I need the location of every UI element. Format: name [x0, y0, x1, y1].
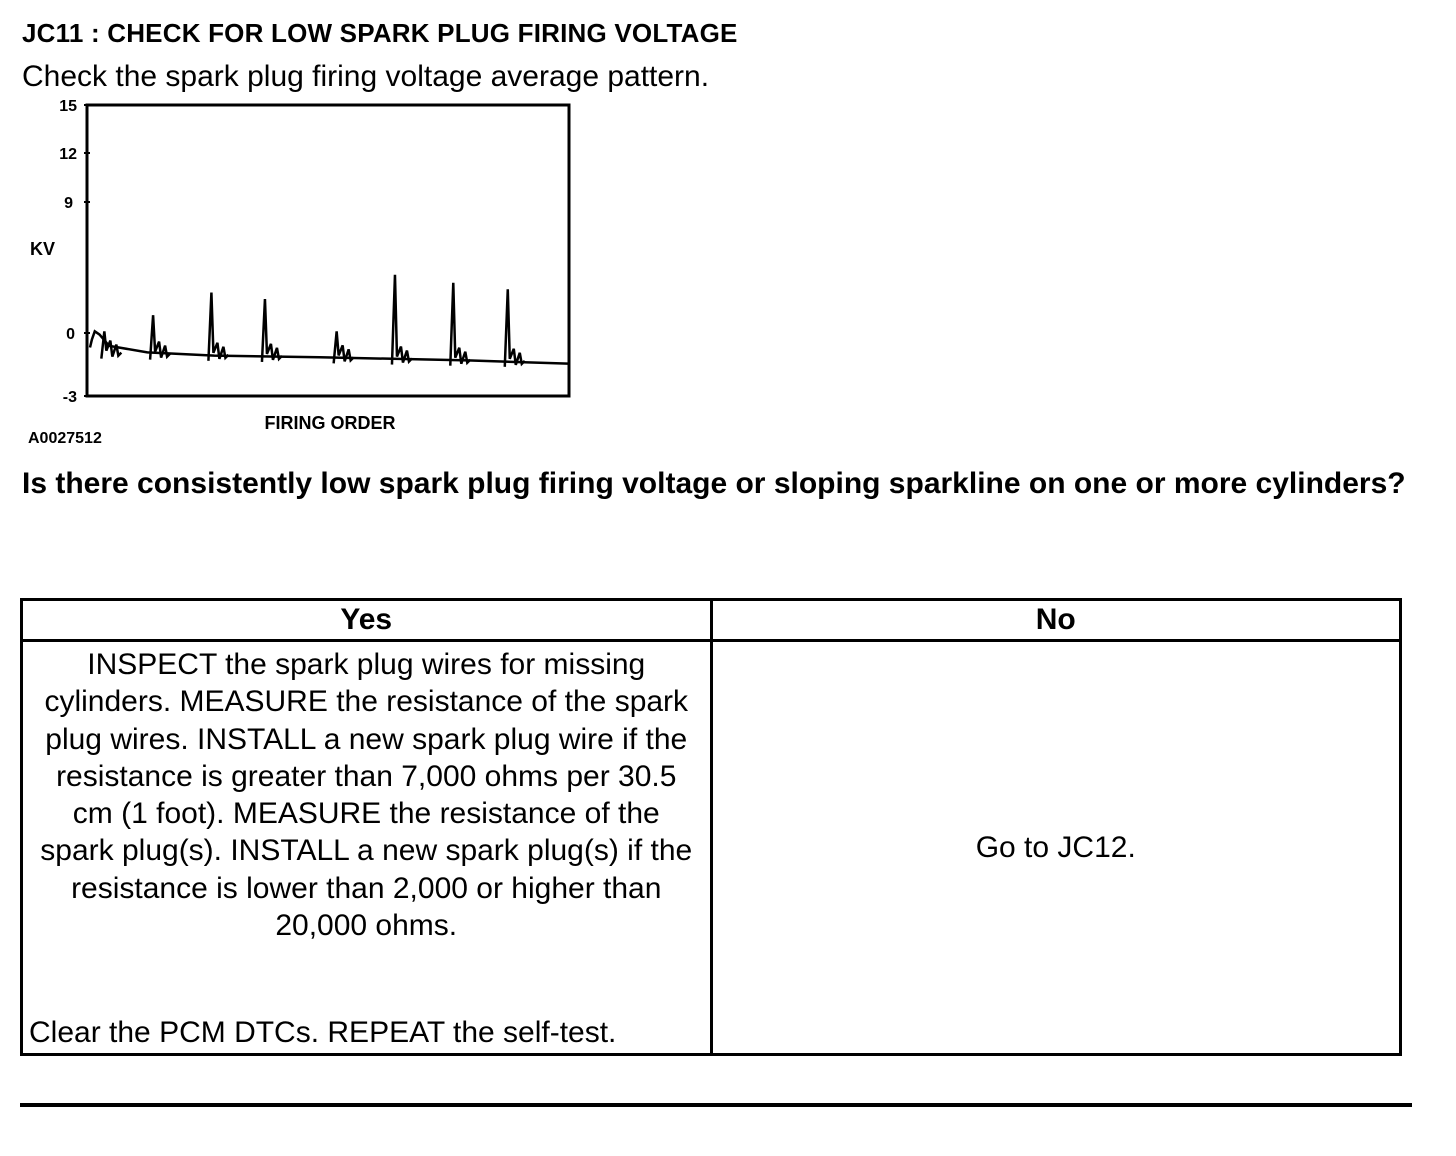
section-divider	[20, 1103, 1412, 1107]
yes-action-cell	[22, 641, 712, 1055]
firing-spike	[505, 289, 525, 367]
no-action-cell: Go to JC12.	[711, 641, 1401, 1055]
firing-spike	[450, 283, 470, 366]
waveform-series	[90, 275, 568, 367]
yes-action-footer: Clear the PCM DTCs. REPEAT the self-test.	[29, 1015, 617, 1049]
figure-id: A0027512	[28, 430, 102, 447]
ytick-label: 15	[59, 98, 77, 115]
ytick-label: 12	[59, 146, 77, 163]
firing-spike	[101, 331, 121, 358]
no-column-header: No	[711, 600, 1401, 641]
yes-column-header: Yes	[22, 600, 712, 641]
ytick-label: 0	[66, 326, 75, 343]
firing-spike	[208, 293, 228, 361]
answer-table	[20, 598, 1402, 1056]
firing-spike	[392, 275, 412, 365]
answer-table-header-row	[22, 600, 1401, 641]
answer-table-row	[22, 641, 1401, 1055]
voltage-pattern-figure	[20, 95, 600, 455]
diagnostic-question: Is there consistently low spark plug firing voltage or sloping sparkline on one or more cylinders?	[22, 467, 1406, 500]
voltage-pattern-chart	[20, 95, 600, 455]
firing-spike	[262, 299, 282, 362]
instruction-text: Check the spark plug firing voltage average pattern.	[22, 60, 710, 93]
yes-action-text: INSPECT the spark plug wires for missing cylinders. MEASURE the resistance of the spark plug wires. INSTALL a new spark plug wire if the resistance is greater than 7,000 ohms per 30.5 cm (1 foot). MEASURE the resistance of the spark plug(s). INSTALL a new spark plug(s) if the resistance is lower than 2,000 or higher than 20,000 ohms.	[40, 648, 693, 943]
page-title: JC11 : CHECK FOR LOW SPARK PLUG FIRING VOLTAGE	[22, 18, 738, 48]
waveform-baseline	[90, 331, 568, 363]
ytick-label: -3	[62, 389, 77, 406]
ytick-label: 9	[64, 195, 73, 212]
x-axis-label: FIRING ORDER	[264, 413, 396, 433]
y-axis-label: KV	[30, 239, 56, 259]
